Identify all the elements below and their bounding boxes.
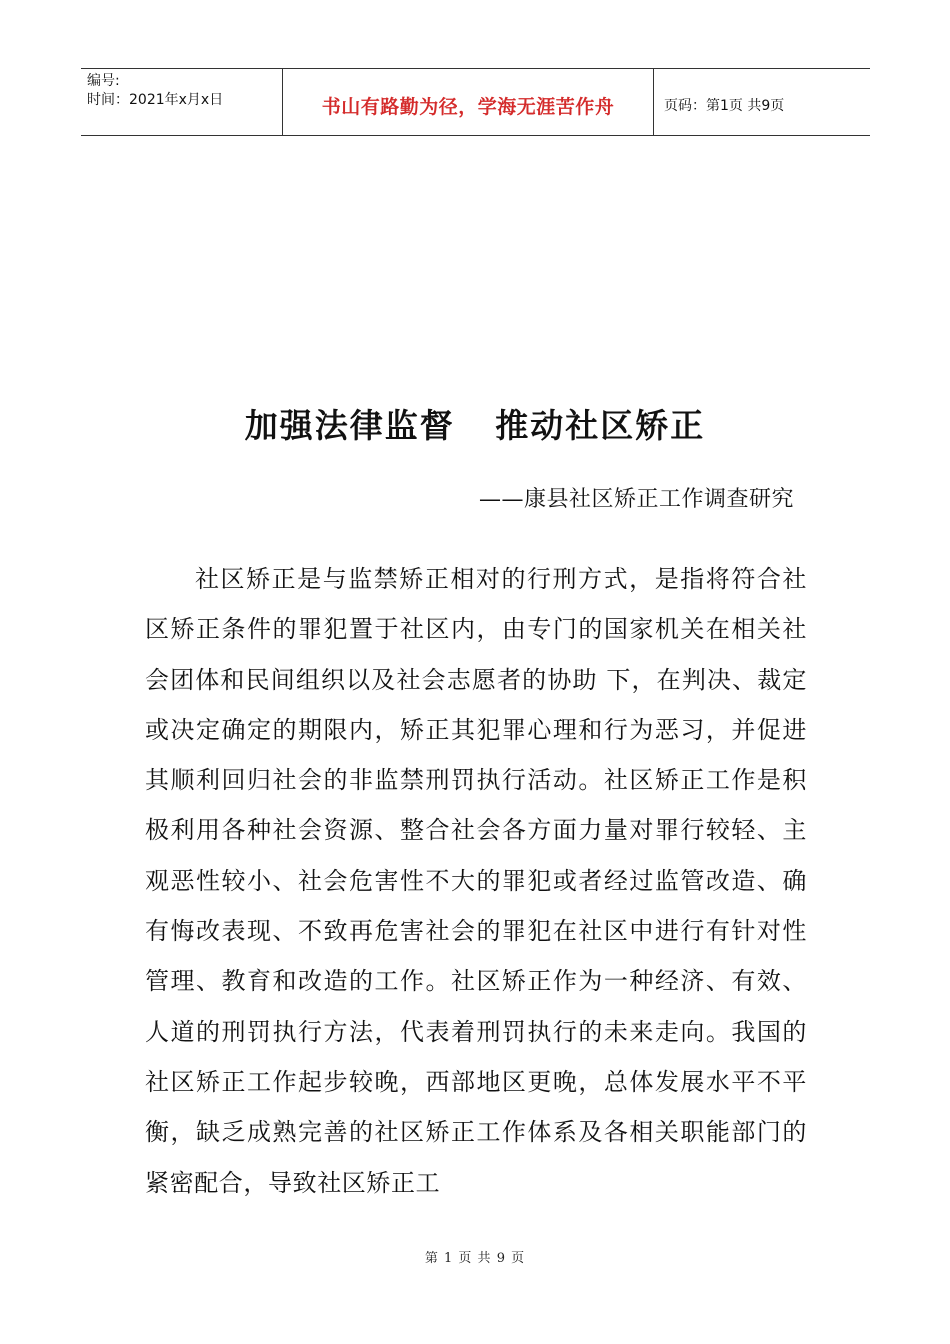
page-footer: 第 1 页 共 9 页: [424, 1251, 526, 1266]
document-subtitle: ——康县社区矫正工作调查研究: [478, 487, 794, 512]
header-meta: [81, 69, 282, 135]
time-label: 时间：2021年x月x日: [87, 92, 224, 108]
body-paragraph: 社区矫正是与监禁矫正相对的行刑方式，是指将符合社区矫正条件的罪犯置于社区内，由专门的国家机关在相关社会团体和民间组织以及社会志愿者的协助 下，在判决、裁定或决定确定的期限内，矫正其犯罪心理和行为恶习，并促进其顺利回归社会的非监禁刑罚执行活动。社区矫正工作是积极利用各种社会资源、整合社会各方面力量对罪行较轻、主观恶性较小、社会危害性不大的罪犯或者经过监管改造、确有悔改表现、不致再危害社会的罪犯在社区中进行有针对性管理、教育和改造的工作。社区矫正作为一种经济、有效、人道的刑罚执行方法，代表着刑罚执行的未来走向。我国的社区矫正工作起步较晚，西部地区更晚，总体发展水平不平衡，缺乏成熟完善的社区矫正工作体系及各相关职能部门的紧密配合，导致社区矫正工: [145, 565, 807, 1197]
number-label: 编号:: [87, 73, 120, 89]
header-motto: 书山有路勤为径，学海无涯苦作舟: [282, 69, 654, 135]
document-title: 加强法律监督 推动社区矫正: [244, 406, 706, 445]
header-page-info: 页码：第1页 共9页: [664, 98, 785, 114]
page-header: [81, 68, 870, 136]
